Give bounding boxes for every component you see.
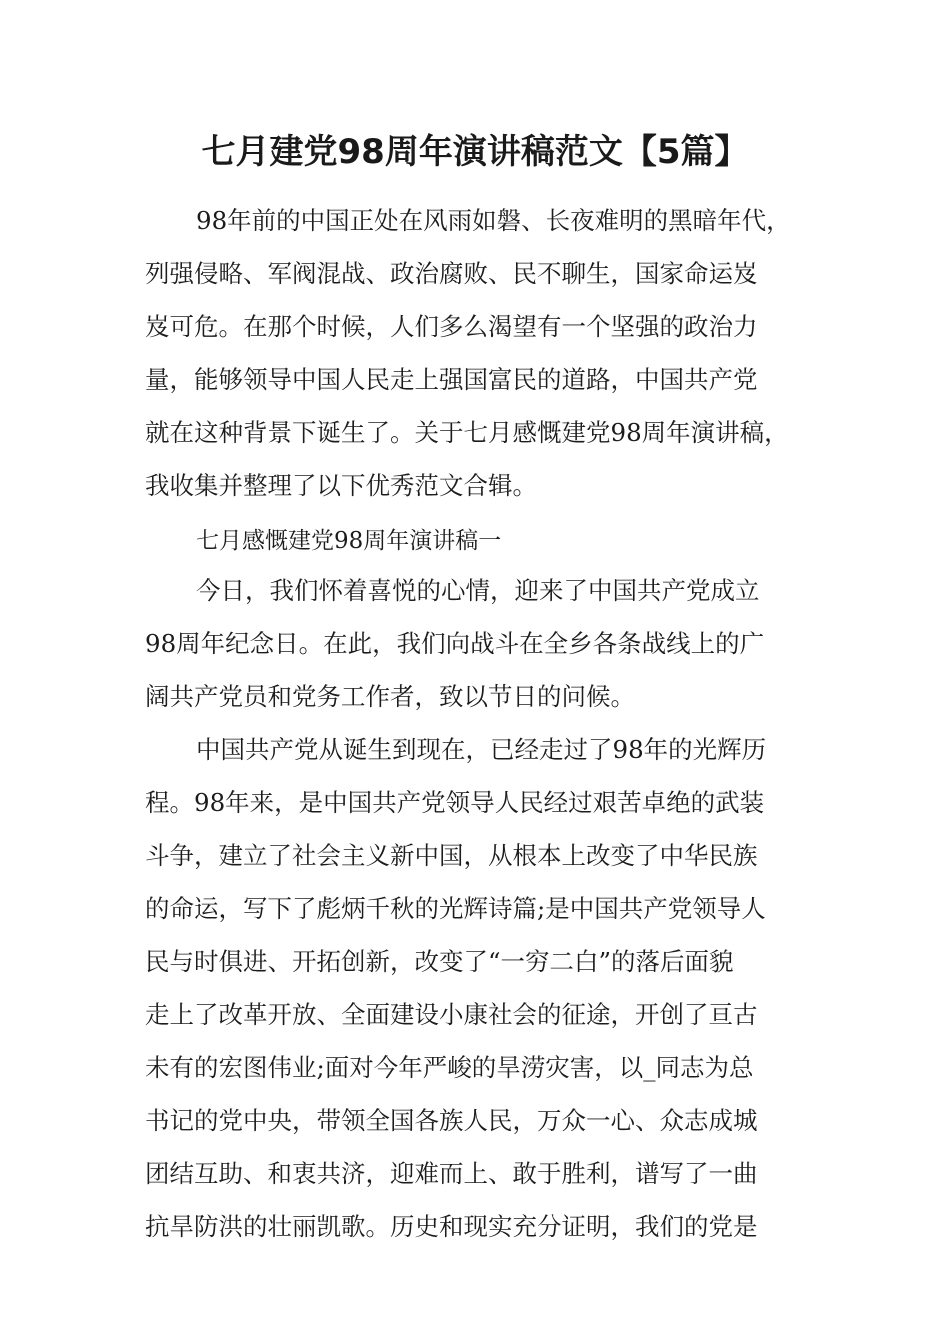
paragraph-1-line-5: 就在这种背景下诞生了。关于七月感慨建党98周年演讲稿， [145,418,789,447]
paragraph-4-line-4: 的命运，写下了彪炳千秋的光辉诗篇;是中国共产党领导人 [145,894,766,923]
paragraph-4-line-5: 民与时俱进、开拓创新，改变了“一穷二白”的落后面貌 [145,947,734,976]
paragraph-4-line-3: 斗争，建立了社会主义新中国，从根本上改变了中华民族 [145,841,758,870]
paragraph-1-line-4: 量，能够领导中国人民走上强国富民的道路，中国共产党 [145,365,758,394]
paragraph-3-line-3: 阔共产党员和党务工作者，致以节日的问候。 [145,682,635,711]
paragraph-4-line-9: 团结互助、和衷共济，迎难而上、敢于胜利，谱写了一曲 [145,1159,758,1188]
paragraph-1-line-3: 岌可危。在那个时候，人们多么渴望有一个坚强的政治力 [145,312,758,341]
paragraph-4-line-2: 程。98年来，是中国共产党领导人民经过艰苦卓绝的武装 [145,788,765,817]
document-title: 七月建党98周年演讲稿范文【5篇】 [201,132,749,172]
paragraph-4-line-10: 抗旱防洪的壮丽凯歌。历史和现实充分证明，我们的党是 [145,1212,758,1241]
paragraph-3-line-1: 今日，我们怀着喜悦的心情，迎来了中国共产党成立 [196,576,760,605]
paragraph-4-line-7: 未有的宏图伟业;面对今年严峻的旱涝灾害，以_同志为总 [145,1053,754,1082]
paragraph-4-line-6: 走上了改革开放、全面建设小康社会的征途，开创了亘古 [145,1000,758,1029]
section-heading: 七月感慨建党98周年演讲稿一 [196,528,502,554]
paragraph-1-line-2: 列强侵略、军阀混战、政治腐败、民不聊生，国家命运岌 [145,259,758,288]
paragraph-3-line-2: 98周年纪念日。在此，我们向战斗在全乡各条战线上的广 [145,629,765,658]
paragraph-1-line-6: 我收集并整理了以下优秀范文合辑。 [145,471,537,500]
paragraph-4-line-1: 中国共产党从诞生到现在，已经走过了98年的光辉历 [196,735,767,764]
paragraph-4-line-8: 书记的党中央，带领全国各族人民，万众一心、众志成城 [145,1106,758,1135]
paragraph-1-line-1: 98年前的中国正处在风雨如磐、长夜难明的黑暗年代， [196,206,791,235]
